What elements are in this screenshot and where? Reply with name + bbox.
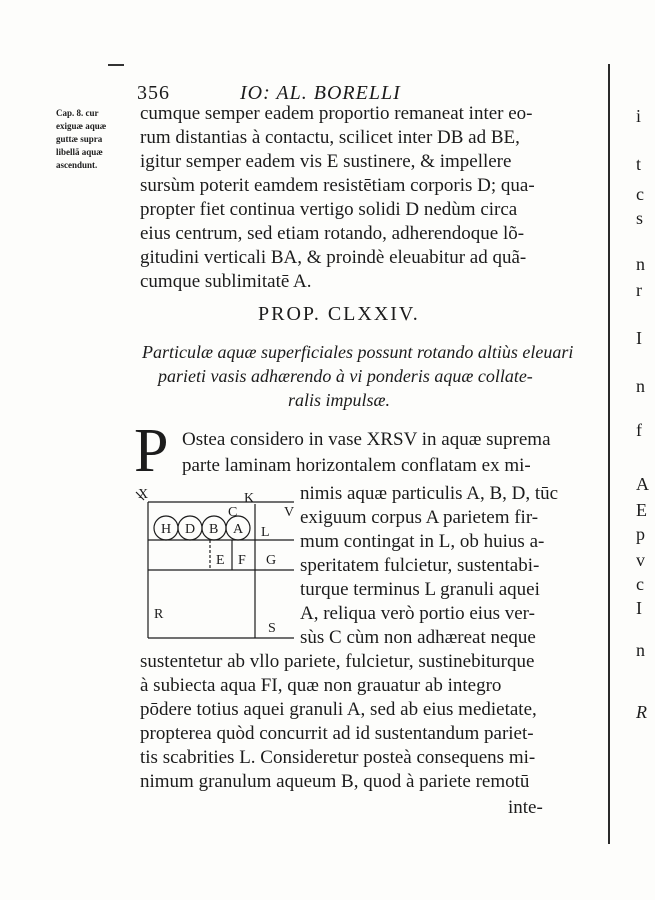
body-line: gitudini verticali BA, & proindè eleuabitur ad quã- — [140, 247, 527, 268]
facing-fragment: i — [636, 106, 642, 126]
facing-fragment: I — [636, 328, 642, 348]
label-K: K — [244, 491, 255, 506]
diagram-figure — [128, 484, 298, 644]
side-note-line: ascendunt. — [56, 160, 98, 170]
body-line: rum distantias à contactu, scilicet inter DB ad BE, — [140, 127, 520, 148]
side-note-line: Cap. 8. cur — [56, 108, 99, 118]
facing-fragment: n — [636, 640, 645, 660]
body-line: sustentetur ab vllo pariete, fulcietur, sustinebiturque — [140, 651, 535, 672]
label-C: C — [228, 505, 238, 520]
body-line: nimum granulum aqueum B, quod à pariete remotū — [140, 771, 530, 792]
facing-fragment: t — [636, 154, 642, 174]
side-note-line: exiguæ aquæ — [56, 121, 107, 131]
label-E: E — [216, 553, 225, 568]
body-line: pōdere totius aquei granuli A, sed ab eius medietate, — [140, 699, 537, 720]
facing-fragment: A — [636, 474, 649, 494]
running-title: IO: AL. BORELLI — [240, 82, 401, 104]
top-rule-mark — [108, 64, 124, 66]
body-line: nimis aquæ particulis A, B, D, tūc — [300, 483, 559, 504]
body-line: à subiecta aqua FI, quæ non grauatur ab integro — [140, 675, 502, 696]
gutter-rule — [608, 64, 610, 844]
statement-line: Particulæ aquæ superficiales possunt rotando altiùs eleuari — [142, 342, 574, 362]
facing-fragment: s — [636, 208, 644, 228]
facing-fragment: n — [636, 376, 645, 396]
body-line: propter fiet continua vertigo solidi D nedùm circa — [140, 199, 518, 220]
body-line: sursùm poterit eamdem resistētiam corporis D; qua- — [140, 175, 535, 196]
body-line: parte laminam horizontalem conflatam ex mi- — [182, 455, 531, 476]
label-B: B — [209, 522, 219, 537]
facing-fragment: I — [636, 598, 642, 618]
facing-fragment: v — [636, 550, 645, 570]
facing-fragment: n — [636, 254, 645, 274]
body-line: Ostea considero in vase XRSV in aquæ suprema — [182, 429, 551, 450]
body-line: exiguum corpus A parietem fir- — [300, 507, 539, 528]
label-F: F — [238, 553, 246, 568]
body-line: propterea quòd concurrit ad id sustentandum pariet- — [140, 723, 534, 744]
label-A: A — [233, 522, 244, 537]
facing-fragment: c — [636, 574, 644, 594]
facing-fragment: p — [636, 524, 645, 544]
drop-cap: P — [134, 417, 169, 485]
page-number: 356 — [137, 82, 170, 104]
body-line: A, reliqua verò portio eius ver- — [300, 603, 535, 624]
body-line: sùs C cùm non adhæreat neque — [300, 627, 536, 648]
facing-fragment: R — [636, 702, 647, 722]
body-line: mum contingat in L, ob huius a- — [300, 531, 545, 552]
body-line: cumque semper eadem proportio remaneat inter eo- — [140, 103, 533, 124]
statement-line: parieti vasis adhærendo à vi ponderis aquæ collate- — [158, 366, 533, 386]
body-line: tis scabrities L. Consideretur posteà consequens mi- — [140, 747, 536, 768]
side-note-line: libellã aquæ — [56, 147, 103, 157]
label-S: S — [268, 621, 276, 636]
facing-fragment: r — [636, 280, 642, 300]
catchword: inte- — [508, 797, 543, 818]
label-H: H — [161, 522, 172, 537]
label-D: D — [185, 522, 196, 537]
body-line: turque terminus L granuli aquei — [300, 579, 540, 600]
proposition-title: PROP. CLXXIV. — [258, 303, 420, 325]
body-line: eius centrum, sed etiam rotando, adherendoque lõ- — [140, 223, 525, 244]
facing-fragment: E — [636, 500, 647, 520]
label-G: G — [266, 553, 277, 568]
label-X: X — [138, 487, 149, 502]
label-R: R — [154, 607, 164, 622]
statement-line: ralis impulsæ. — [288, 390, 391, 410]
side-note-line: guttæ supra — [56, 134, 103, 144]
body-line: speritatem fulcietur, sustentabi- — [300, 555, 540, 576]
facing-fragment: f — [636, 420, 642, 440]
body-line: igitur semper eadem vis E sustinere, & impellere — [140, 151, 512, 172]
label-V: V — [284, 505, 295, 520]
facing-fragment: c — [636, 184, 644, 204]
label-L: L — [261, 525, 270, 540]
body-line: cumque sublimitatē A. — [140, 271, 312, 292]
